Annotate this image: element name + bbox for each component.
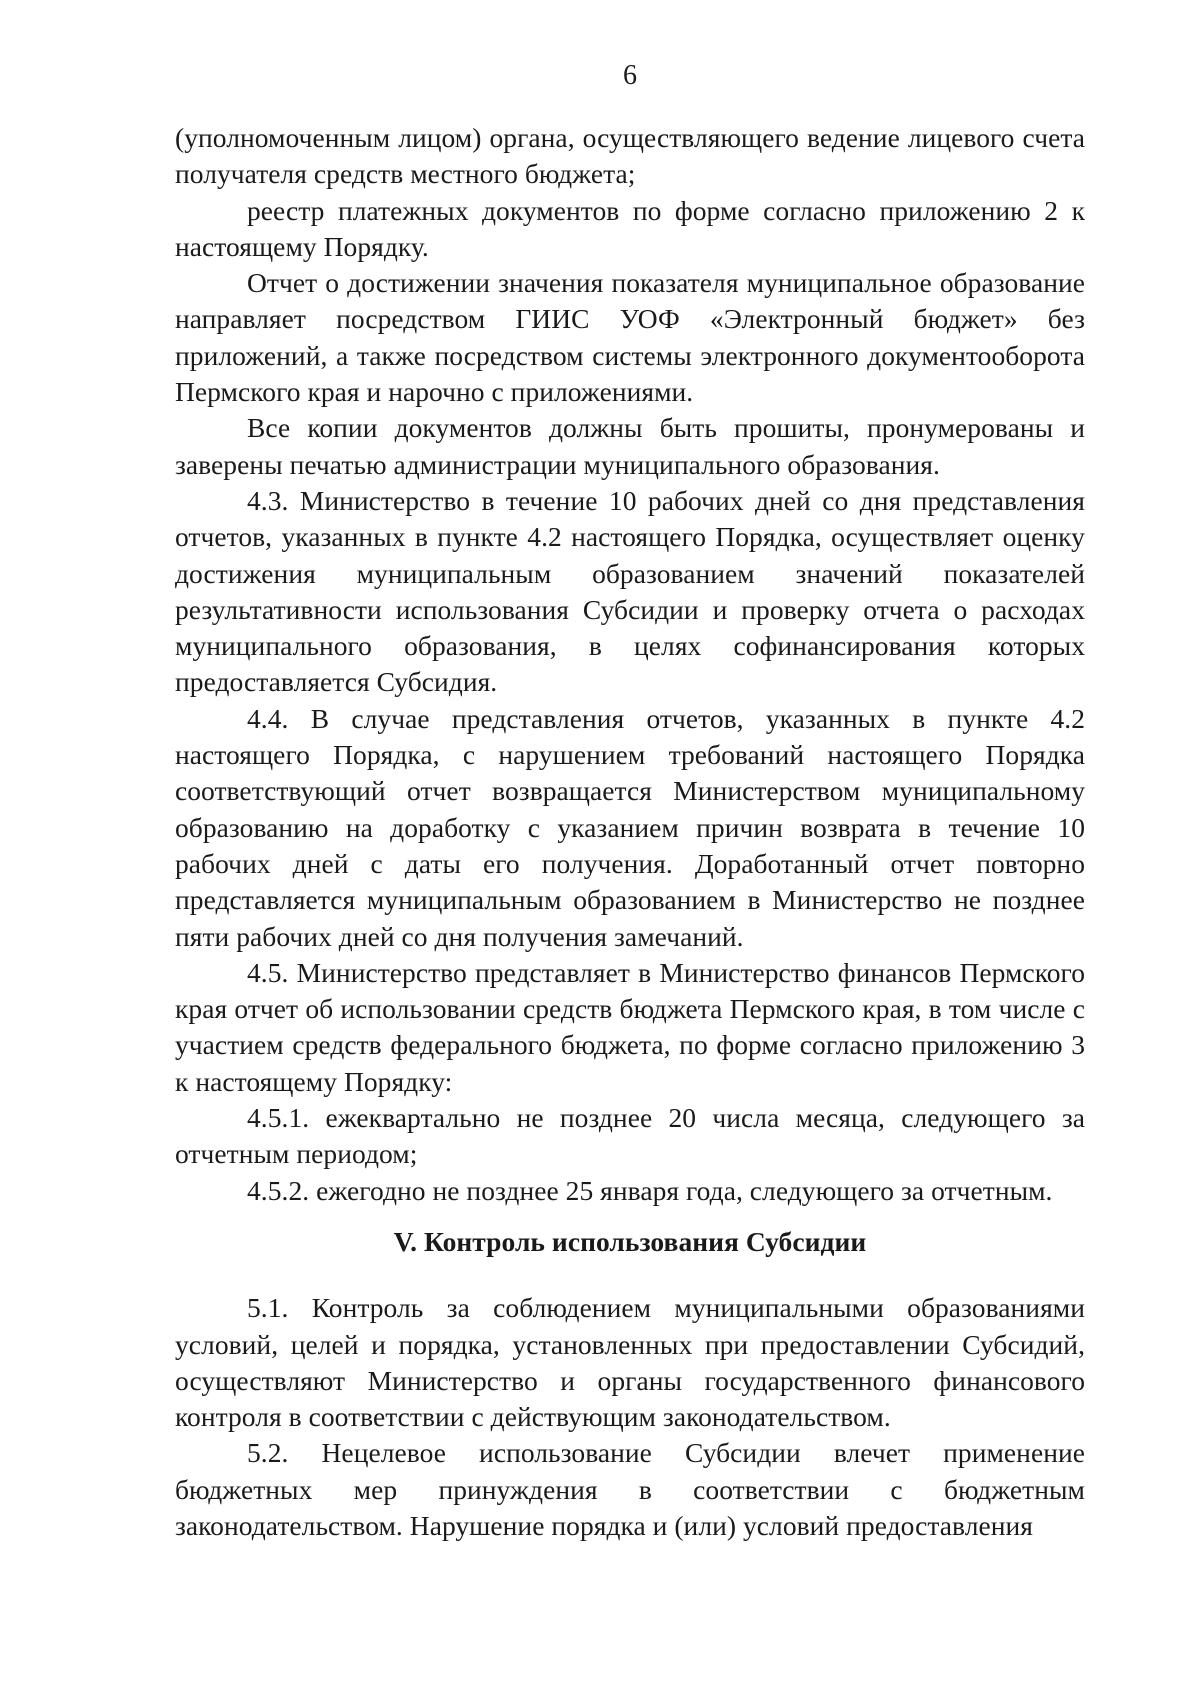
clause-4-5-2: 4.5.2. ежегодно не позднее 25 января года, следующего за отчетным.: [247, 1174, 1053, 1206]
paragraph: (уполномоченным лицом) органа, осуществляющего ведение лицевого счета получателя средств местного бюджета;: [175, 122, 1085, 190]
paragraph: Отчет о достижении значения показателя муниципальное образование направляет посредством ГИИС УОФ «Электронный бюджет» без приложений, а также посредством системы электронного документооборота Пермского края и нарочно с приложениями.: [175, 267, 1085, 408]
clause-5-2: 5.2. Нецелевое использование Субсидии влечет применение бюджетных мер принуждения в соответствии с бюджетным законодательством. Нарушение порядка и (или) условий предоставления: [175, 1437, 1085, 1541]
clause-4-4: 4.4. В случае представления отчетов, указанных в пункте 4.2 настоящего Порядка, с нарушением требований настоящего Порядка соответствующий отчет возвращается Министерством муниципальному образованию на доработку с указанием причин возврата в течение 10 рабочих дней с даты его получения. Доработанный отчет повторно представляется муниципальным образованием в Министерство не позднее пяти рабочих дней со дня получения замечаний.: [175, 702, 1085, 952]
clause-5-1: 5.1. Контроль за соблюдением муниципальными образованиями условий, целей и порядка, установленных при предоставлении Субсидий, осуществляют Министерство и органы государственного финансового контроля в соответствии с действующим законодательством.: [175, 1292, 1085, 1433]
clause-4-3: 4.3. Министерство в течение 10 рабочих дней со дня представления отчетов, указанных в пункте 4.2 настоящего Порядка, осуществляет оценку достижения муниципальным образованием значений показателей результативности использования Субсидии и проверку отчета о расходах муниципального образования, в целях софинансирования которых предоставляется Субсидия.: [175, 484, 1085, 698]
section-heading: V. Контроль использования Субсидии: [393, 1225, 867, 1257]
document-body: [175, 120, 1085, 1544]
clause-4-5-1: 4.5.1. ежеквартально не позднее 20 числа месяца, следующего за отчетным периодом;: [175, 1102, 1085, 1170]
paragraph: Все копии документов должны быть прошиты, пронумерованы и заверены печатью администрации муниципального образования.: [175, 412, 1085, 480]
clause-4-5: 4.5. Министерство представляет в Министерство финансов Пермского края отчет об использовании средств бюджета Пермского края, в том числе с участием средств федерального бюджета, по форме согласно приложению 3 к настоящему Порядку:: [175, 956, 1085, 1097]
paragraph: реестр платежных документов по форме согласно приложению 2 к настоящему Порядку.: [175, 194, 1085, 262]
page-number: 6: [623, 60, 637, 91]
